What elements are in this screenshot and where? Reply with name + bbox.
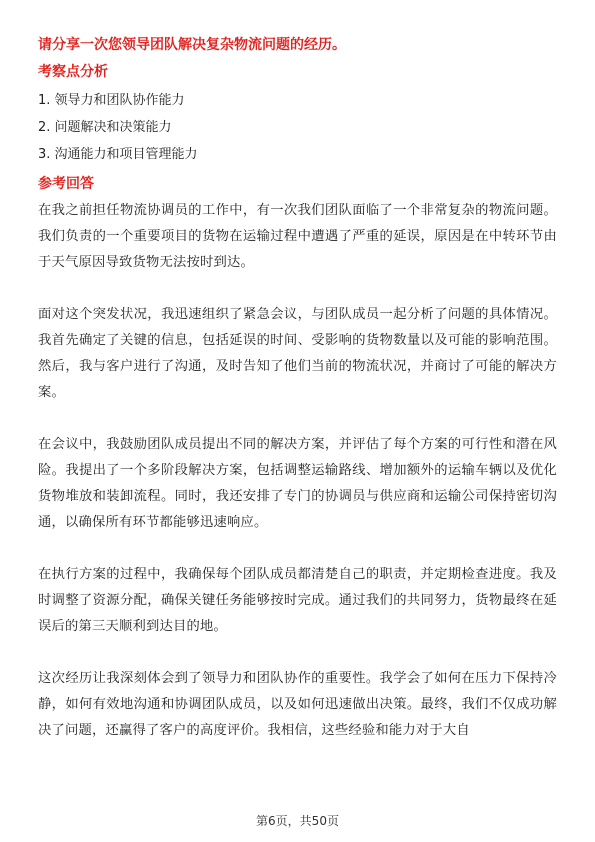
question-heading: 请分享一次您领导团队解决复杂物流问题的经历。 <box>38 37 346 53</box>
analysis-heading: 考察点分析 <box>38 64 108 80</box>
answer-paragraph: 在会议中，我鼓励团队成员提出不同的解决方案，并评估了每个方案的可行性和潜在风险。我提出了一个多阶段解决方案，包括调整运输路线、增加额外的运输车辆以及优化货物堆放和装卸流程。同时，我还安排了专门的协调员与供应商和运输公司保持密切沟通，以确保所有环节都能够迅速响应。 <box>38 437 557 530</box>
answer-paragraph: 这次经历让我深刻体会到了领导力和团队协作的重要性。我学会了如何在压力下保持冷静，如何有效地沟通和协调团队成员，以及如何迅速做出决策。最终，我们不仅成功解决了问题，还赢得了客户的高度评价。我相信，这些经验和能力对于大自 <box>38 671 557 738</box>
page-number-footer: 第6页，共50页 <box>256 814 339 828</box>
answer-paragraph: 在执行方案的过程中，我确保每个团队成员都清楚自己的职责，并定期检查进度。我及时调整了资源分配，确保关键任务能够按时完成。通过我们的共同努力，货物最终在延误后的第三天顺利到达目的地。 <box>38 567 557 634</box>
evaluation-point: 1. 领导力和团队协作能力 <box>38 93 185 108</box>
answer-heading: 参考回答 <box>38 176 94 192</box>
answer-paragraph: 在我之前担任物流协调员的工作中，有一次我们团队面临了一个非常复杂的物流问题。我们负责的一个重要项目的货物在运输过程中遭遇了严重的延误，原因是在中转环节由于天气原因导致货物无法按时到达。 <box>38 203 557 270</box>
evaluation-point: 2. 问题解决和决策能力 <box>38 120 172 135</box>
answer-paragraph: 面对这个突发状况，我迅速组织了紧急会议，与团队成员一起分析了问题的具体情况。我首先确定了关键的信息，包括延误的时间、受影响的货物数量以及可能的影响范围。然后，我与客户进行了沟通，及时告知了他们当前的物流状况，并商讨了可能的解决方案。 <box>38 307 557 400</box>
answer-body <box>38 198 557 744</box>
evaluation-points-list <box>38 90 557 166</box>
evaluation-point: 3. 沟通能力和项目管理能力 <box>38 147 198 162</box>
